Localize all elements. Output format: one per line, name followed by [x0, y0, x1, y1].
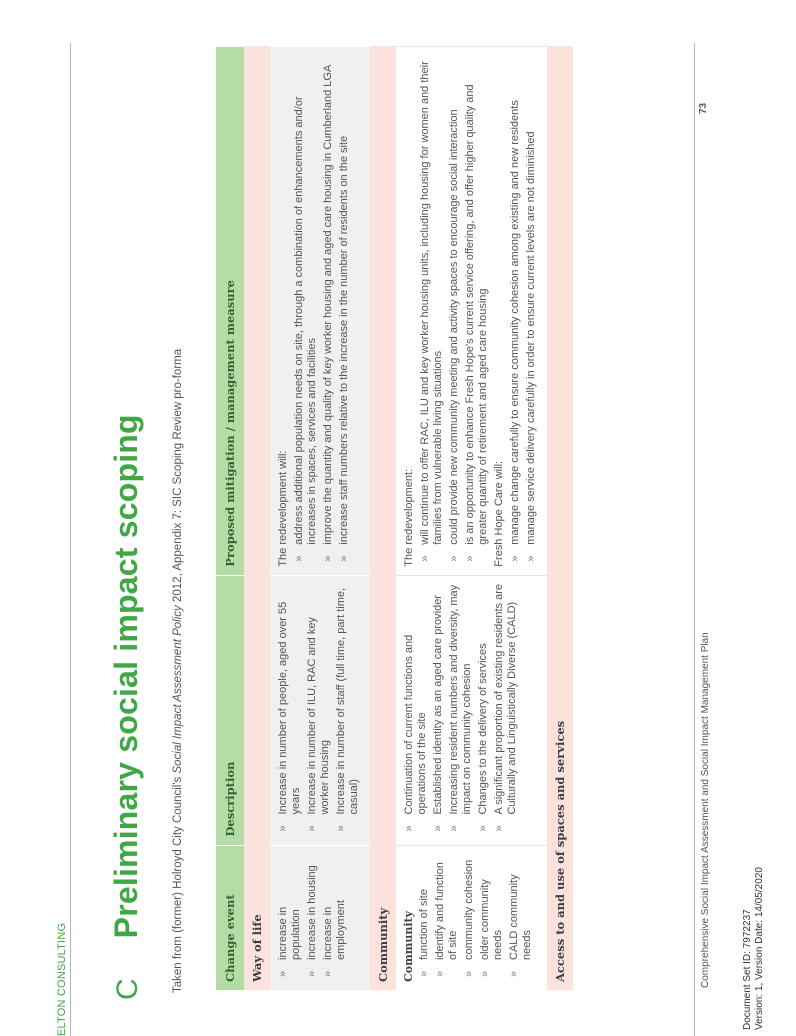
section-row-access — [547, 47, 573, 991]
community-subheading: Community — [402, 910, 415, 982]
table-header-row — [216, 47, 244, 991]
list-item: » function of site — [418, 854, 431, 982]
change-event-cell — [396, 845, 547, 990]
source-prefix: Taken from (former) Holroyd City Council's — [172, 773, 184, 993]
list-item: » Increase in number of staff (full time, part time, casual) — [335, 584, 361, 837]
source-suffix: 2012, Appendix 7: SIC Scoping Review pro-forma — [172, 348, 184, 606]
list-item: » increase in population — [277, 854, 303, 982]
section-way-of-life: Way of life — [244, 47, 270, 991]
section-row-community — [370, 47, 396, 991]
scoping-table — [216, 46, 573, 990]
source-note — [172, 349, 184, 993]
source-policy: Social Impact Assessment Policy — [172, 605, 184, 774]
list-item: » is an opportunity to enhance Fresh Hope's current service offering, and offer higher quality and greater quantity of retirement and aged care housing — [464, 55, 490, 567]
appendix-letter: C — [111, 978, 144, 1000]
page-title — [108, 414, 145, 1000]
mitigation-intro-2: Fresh Hope Care will: — [493, 460, 505, 567]
list-item: » increase staff numbers relative to the increase in the number of residents on the site — [338, 55, 351, 567]
mitigation-cell — [396, 47, 547, 576]
list-item: » improve the quantity and quality of key worker housing and aged care housing in Cumberland LGA — [322, 55, 335, 567]
title-text: Preliminary social impact scoping — [108, 414, 144, 939]
section-row-way-of-life — [244, 47, 270, 991]
list-item: » increase in employment — [322, 854, 348, 982]
document-set-id: Document Set ID: 7972237 — [742, 909, 753, 1030]
list-item: » CALD community needs — [508, 854, 534, 982]
list-item: » could provide new community meeting and activity spaces to encourage social interaction — [448, 55, 461, 567]
description-cell — [396, 575, 547, 845]
list-item: » community cohesion — [463, 854, 476, 982]
list-item: » identify and function of site — [434, 854, 460, 982]
description-cell — [270, 575, 370, 845]
header-change-event: Change event — [216, 845, 244, 990]
mitigation-cell — [270, 47, 370, 576]
list-item: » A significant proportion of existing residents are Culturally and Linguistically Diverse (CALD) — [493, 584, 519, 837]
document-meta — [742, 867, 766, 1030]
mitigation-intro: The redevelopment: — [403, 468, 415, 567]
list-item: » will continue to offer RAC, ILU and key worker housing units, including housing for women and their families from vulnerable living situations — [419, 55, 445, 567]
footer-divider — [694, 43, 695, 1036]
section-community: Community — [370, 47, 396, 991]
list-item: » manage change carefully to ensure community cohesion among existing and new residents — [509, 55, 522, 567]
list-item: » manage service delivery carefully in order to ensure current levels are not diminished — [525, 55, 538, 567]
table-row — [396, 47, 547, 991]
list-item: » Increase in number of people, aged over 55 years — [277, 584, 303, 837]
list-item: » increase in housing — [306, 854, 319, 982]
list-item: » address additional population needs on site, through a combination of enhancements and/or increases in spaces, services and facilities — [293, 55, 319, 567]
list-item: » older community needs — [479, 854, 505, 982]
list-item: » Changes to the delivery of services — [477, 584, 490, 837]
document-version: Version: 1, Version Date: 14/05/2020 — [754, 867, 765, 1030]
mitigation-intro: The redevelopment will: — [277, 450, 289, 567]
list-item: » Continuation of current functions and operations of the site — [403, 584, 429, 837]
page-number: 73 — [698, 102, 709, 114]
list-item: » Increase in number of ILU, RAC and key worker housing — [306, 584, 332, 837]
list-item: » Established identity as an aged care provider — [432, 584, 445, 837]
list-item: » Increasing resident numbers and diversity, may impact on community cohesion — [448, 584, 474, 837]
header-divider — [70, 43, 71, 1036]
footer-document-title: Comprehensive Social Impact Assessment and Social Impact Management Plan — [700, 632, 711, 988]
section-access: Access to and use of spaces and services — [547, 47, 573, 991]
table-row — [270, 47, 370, 991]
header-mitigation: Proposed mitigation / management measure — [216, 47, 244, 576]
brand-name: ELTON CONSULTING — [56, 922, 68, 1036]
change-event-cell — [270, 845, 370, 990]
header-description: Description — [216, 575, 244, 845]
